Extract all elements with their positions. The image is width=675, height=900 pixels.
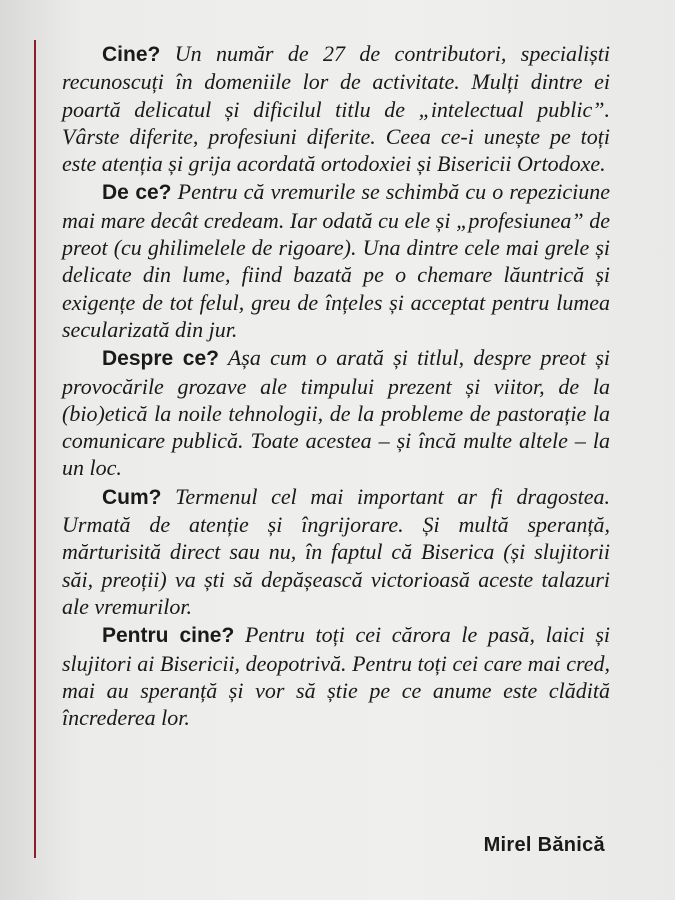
paragraph-pentru-cine: [62, 621, 610, 731]
paragraph-de-ce: [62, 178, 610, 343]
margin-rule: [34, 40, 36, 858]
paragraph-lead: Cum?: [102, 485, 162, 509]
paragraph-body: Pentru că vremurile se schimbă cu o repeziciune mai mare decât credeam. Iar odată cu ele și „profesiunea” de preot (cu ghilimelele de rigoare). Una dintre cele mai grele și delicate din lume, fiind bazată pe o chemare lăuntrică și exigențe de tot felul, greu de înțeles și acceptat pentru lumea secularizată din jur.: [62, 179, 610, 342]
paragraph-lead: Cine?: [102, 43, 161, 66]
paragraph-lead: Despre ce?: [102, 347, 219, 371]
blurb-text: [62, 40, 610, 732]
author-signature: Mirel Bănică: [483, 834, 605, 856]
paragraph-despre-ce: [62, 344, 610, 481]
paragraph-body: Termenul cel mai important ar fi dragostea. Urmată de atenție și îngrijorare. Și multă speranță, mărturisită direct sau nu, în faptul că Biserica (și slujitorii săi, preoții) va ști să depășească victorioasă aceste talazuri ale vremurilor.: [62, 483, 610, 619]
paragraph-lead: Pentru cine?: [102, 624, 235, 648]
paragraph-body: Pentru toți cei cărora le pasă, laici și slujitori ai Bisericii, deopotrivă. Pentru toți cei care mai cred, mai au speranță și vor să știe pe ce anume este clădită încrederea lor.: [62, 622, 611, 731]
paragraph-body: Așa cum o arată și titlul, despre preot și provocările grozave ale timpului prezent și viitor, de la (bio)etică la noile tehnologii, de la probleme de pastorație la comunicare publică. Toate acestea – și încă multe altele – la un loc.: [62, 345, 610, 481]
paragraph-lead: De ce?: [102, 181, 172, 205]
paragraph-cine: [62, 40, 610, 177]
paragraph-cum: [62, 483, 610, 620]
paragraph-body: Un număr de 27 de contributori, specialiști recunoscuți în domeniile lor de activitate. Mulți dintre ei poartă delicatul și dificilul titlu de „intelectual public”. Vârste diferite, profesiuni diferite. Ceea ce-i unește pe toți este atenția și grija acordată ortodoxiei și Bisericii Ortodoxe.: [62, 41, 610, 177]
